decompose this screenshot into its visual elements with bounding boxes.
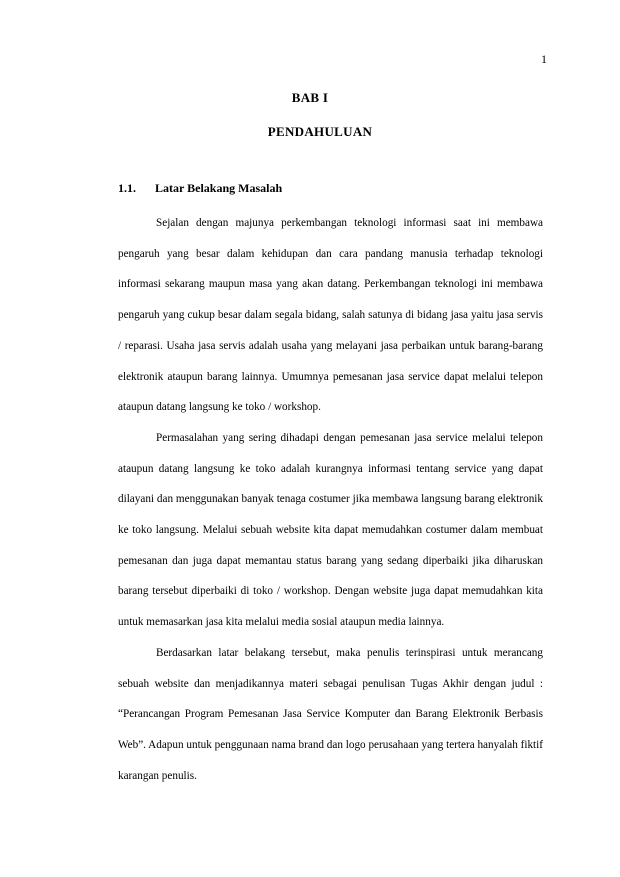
page-number: 1 [541, 52, 547, 66]
paragraph: Sejalan dengan majunya perkembangan teknologi informasi saat ini membawa pengaruh yang besar dalam kehidupan dan cara pandang manusia terhadap teknologi informasi sekarang maupun masa yang akan datang. Perkembangan teknologi ini membawa pengaruh yang cukup besar dalam segala bidang, salah satunya di bidang jasa yaitu jasa servis / reparasi. Usaha jasa servis adalah usaha yang melayani jasa perbaikan untuk barang-barang elektronik ataupun barang lainnya. Umumnya pemesanan jasa service dapat melalui telepon ataupun datang langsung ke toko / workshop. [118, 217, 543, 414]
paragraph: Berdasarkan latar belakang tersebut, maka penulis terinspirasi untuk merancang sebuah website dan menjadikannya materi sebagai penulisan Tugas Akhir dengan judul : “Perancangan Program Pemesanan Jasa Service Komputer dan Barang Elektronik Berbasis Web”. Adapun untuk penggunaan nama brand dan logo perusahaan yang tertera hanyalah fiktif karangan penulis. [118, 646, 544, 782]
section-heading [118, 181, 282, 196]
section-title: Latar Belakang Masalah [155, 181, 283, 195]
chapter-heading: BAB I [291, 90, 329, 105]
chapter-title: PENDAHULUAN [267, 124, 373, 139]
paragraph: Permasalahan yang sering dihadapi dengan pemesanan jasa service melalui telepon ataupun datang langsung ke toko adalah kurangnya informasi tentang service yang dapat dilayani dan menggunakan banyak tenaga costumer jika membawa langsung barang elektronik ke toko langsung. Melalui sebuah website kita dapat memudahkan costumer dalam membuat pemesanan dan juga dapat memantau status barang yang sedang diperbaiki jika diharuskan barang tersebut diperbaiki di toko / workshop. Dengan website juga dapat memudahkan kita untuk memasarkan jasa kita melalui media sosial ataupun media lainnya. [118, 431, 543, 629]
section-number: 1.1. [118, 181, 136, 195]
body-text [118, 208, 543, 791]
